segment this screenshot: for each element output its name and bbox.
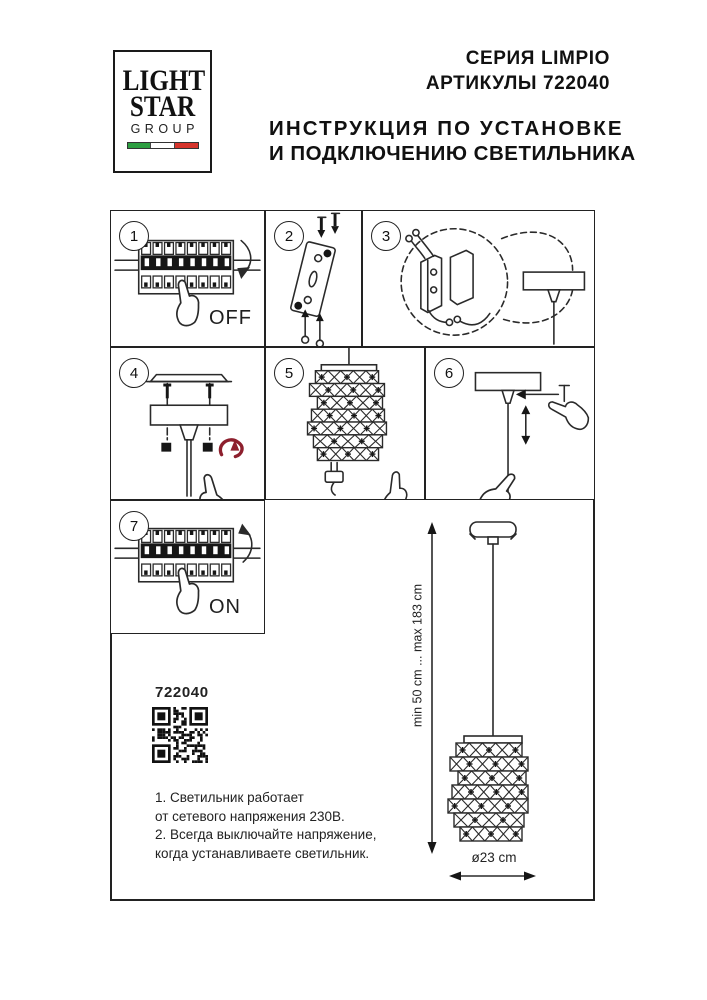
step-2-badge: [274, 221, 304, 251]
step-1-badge: [119, 221, 149, 251]
note-line-3: 2. Всегда выключайте напряжение,: [155, 827, 377, 842]
step-7-badge: [119, 511, 149, 541]
pendant-dimension-diagram: [408, 508, 603, 890]
step-3-badge: [371, 221, 401, 251]
instruction-title-line1: ИНСТРУКЦИЯ ПО УСТАНОВКЕ: [269, 117, 624, 140]
article-number: 722040: [155, 684, 209, 701]
arrowhead: [237, 267, 250, 279]
step-6-number: 6: [444, 364, 454, 382]
twist-arrow-icon: [220, 440, 242, 457]
canopy-icon: [470, 522, 516, 544]
nut-icon: [161, 443, 171, 452]
step-5-number: 5: [284, 364, 294, 382]
lightstar-logo: [113, 50, 212, 173]
articles-label: АРТИКУЛЫ 722040: [425, 73, 610, 94]
instruction-title-line2: И ПОДКЛЮЧЕНИЮ СВЕТИЛЬНИКА: [269, 142, 636, 165]
cable-grip-hand-icon: [475, 473, 522, 499]
instruction-title: [269, 116, 636, 166]
diameter-dimension-label: ø23 cm: [471, 850, 517, 865]
safety-notes: [155, 789, 390, 863]
step-2-panel: [265, 210, 362, 347]
italian-flag-icon: [127, 142, 199, 149]
anchor-bolts-icon: [317, 213, 339, 237]
step-1-panel: [110, 210, 265, 347]
note-line-4: когда устанавливаете светильник.: [155, 845, 370, 861]
header-series-block: [426, 46, 610, 96]
twisting-hand-icon: [187, 473, 238, 499]
step-4-panel: [110, 347, 265, 500]
arrowhead: [238, 524, 251, 536]
step-7-number: 7: [129, 517, 139, 535]
step-3-panel: [362, 210, 595, 347]
off-label: OFF: [209, 307, 252, 329]
step-2-number: 2: [284, 227, 294, 245]
step-4-badge: [119, 358, 149, 388]
qr-code: [152, 707, 208, 763]
pin-hand-icon: [548, 390, 592, 438]
step-3-number: 3: [381, 227, 391, 245]
step-4-number: 4: [129, 364, 139, 382]
nut-icon: [203, 443, 213, 452]
note-line-2: от сетевого напряжения 230В.: [155, 808, 345, 824]
crystal-shade-icon: [307, 371, 386, 461]
step-6-panel: [425, 347, 595, 500]
height-dimension-label: min 50 cm ... max 183 cm: [410, 583, 425, 728]
step-5-badge: [274, 358, 304, 388]
height-dimension-arrow: [428, 522, 437, 854]
ceiling-canopy-icon: [523, 272, 584, 344]
step-6-badge: [434, 358, 464, 388]
note-line-1: 1. Светильник работает: [155, 790, 304, 805]
logo-word-star: STAR: [129, 90, 196, 123]
step-5-panel: [265, 347, 425, 500]
plug-icon: [325, 462, 343, 495]
step-7-panel: [110, 500, 265, 634]
logo-wordmark: [122, 64, 206, 123]
diameter-dimension-arrow: [449, 872, 536, 881]
terminal-block-icon: [406, 230, 490, 326]
series-label: СЕРИЯ LIMPIO: [465, 48, 610, 69]
logo-word-group: GROUP: [130, 122, 199, 136]
up-down-arrow-icon: [521, 405, 530, 444]
bulb-hand-icon: [371, 471, 418, 499]
step-1-number: 1: [129, 227, 139, 245]
logo-word-light: LIGHT: [122, 64, 206, 97]
on-label: ON: [209, 596, 241, 618]
crystal-shade-icon: [448, 743, 528, 841]
